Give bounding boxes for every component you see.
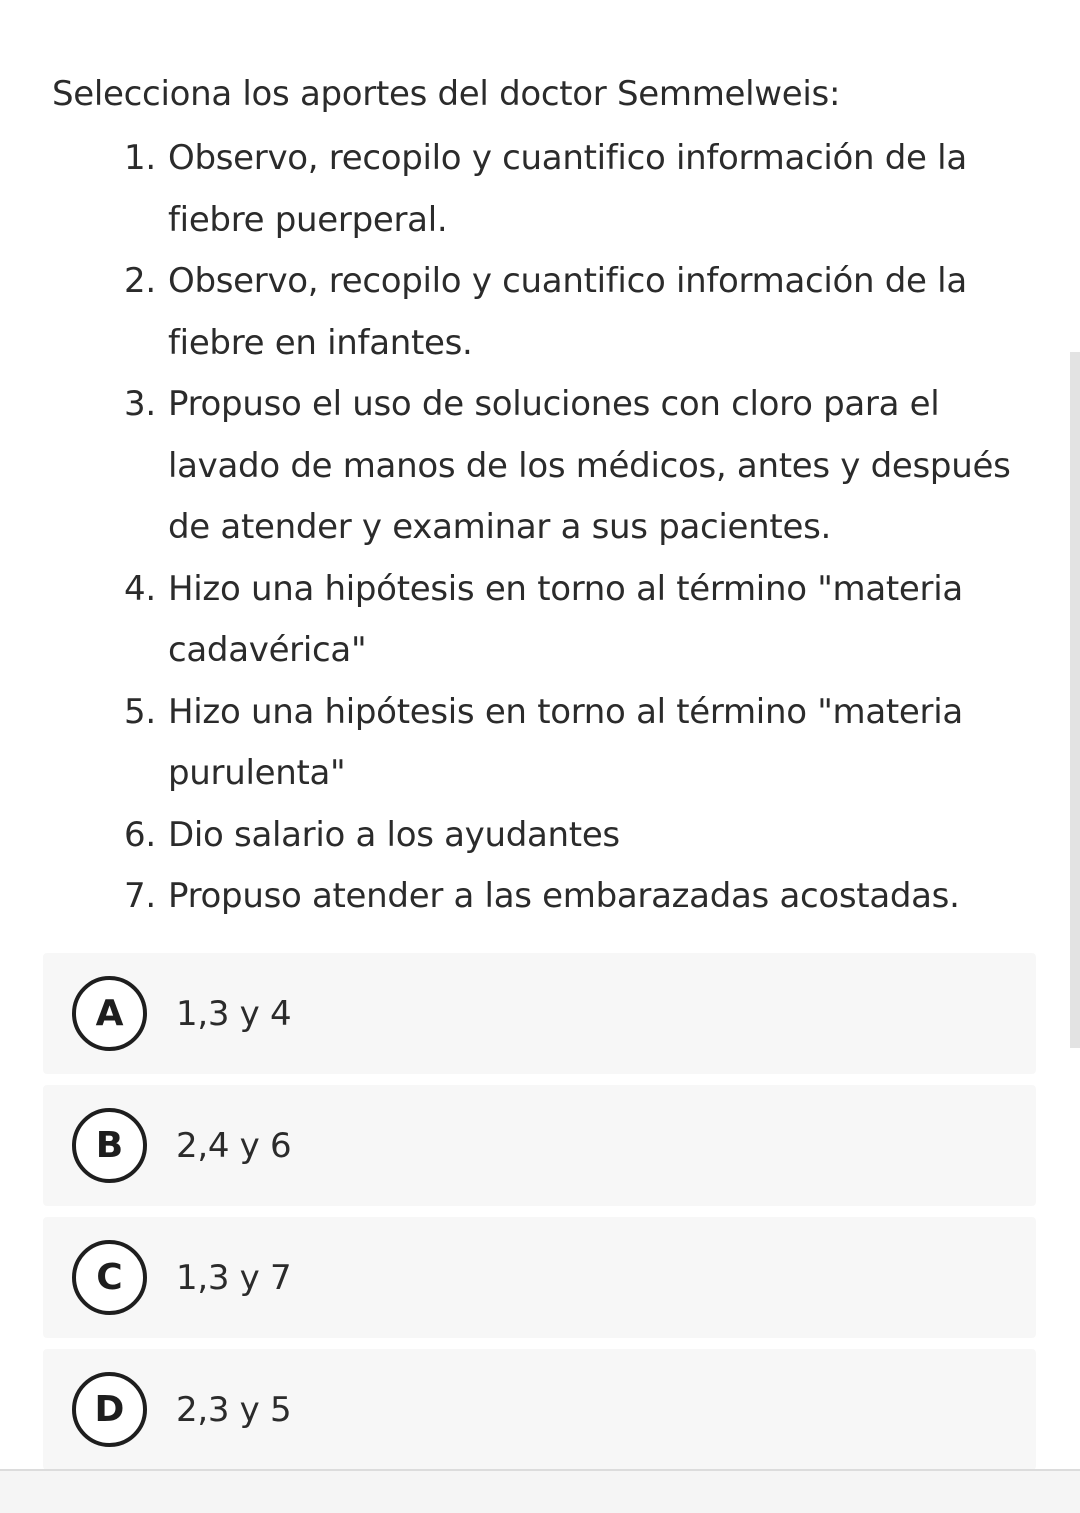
statement-item: [52, 128, 1052, 251]
bottom-bar: [0, 1469, 1080, 1513]
statement-number: 5.: [124, 691, 156, 732]
option-letter-badge: A: [72, 976, 147, 1051]
statement-number: 2.: [124, 261, 156, 301]
statement-text: Hizo una hipótesis en torno al término "materia purulenta": [168, 691, 963, 793]
statement-item: [52, 374, 1052, 559]
option-text: 2,3 y 5: [176, 1389, 292, 1430]
option-a[interactable]: [43, 953, 1036, 1074]
statement-item: [52, 866, 1052, 928]
statement-text: Propuso el uso de soluciones con cloro para el lavado de manos de los médicos, antes y después de atender y examinar a sus pacientes.: [168, 384, 1011, 547]
option-letter-badge: D: [72, 1372, 147, 1447]
statement-text: Observo, recopilo y cuantifico información de la fiebre puerperal.: [168, 138, 967, 240]
option-letter-badge: C: [72, 1240, 147, 1315]
option-text: 1,3 y 4: [176, 993, 292, 1034]
statement-number: 7.: [124, 876, 156, 916]
option-text: 2,4 y 6: [176, 1125, 292, 1166]
scrollbar-thumb[interactable]: [1070, 352, 1080, 1048]
scrollbar[interactable]: [1070, 352, 1080, 1048]
statement-text: Propuso atender a las embarazadas acostadas.: [168, 876, 960, 916]
statement-number: 1.: [124, 138, 156, 178]
statement-number: 3.: [124, 384, 156, 424]
option-c[interactable]: [43, 1217, 1036, 1338]
option-letter-badge: B: [72, 1108, 147, 1183]
statement-text: Hizo una hipótesis en torno al término "materia cadavérica": [168, 568, 963, 670]
option-text: 1,3 y 7: [176, 1257, 292, 1298]
statement-text: Dio salario a los ayudantes: [168, 814, 620, 855]
statement-list: [52, 128, 1052, 928]
option-b[interactable]: [43, 1085, 1036, 1206]
statement-number: 6.: [124, 814, 156, 855]
question-prompt: Selecciona los aportes del doctor Semmelweis:: [52, 74, 841, 114]
statement-item: [52, 682, 1052, 805]
statement-text: Observo, recopilo y cuantifico información de la fiebre en infantes.: [168, 261, 967, 363]
option-d[interactable]: [43, 1349, 1036, 1470]
question-block: [52, 68, 1052, 928]
statement-number: 4.: [124, 568, 156, 609]
statement-item: [52, 251, 1052, 374]
statement-item: [52, 805, 1052, 867]
answer-options: [43, 953, 1036, 1481]
statement-item: [52, 559, 1052, 682]
